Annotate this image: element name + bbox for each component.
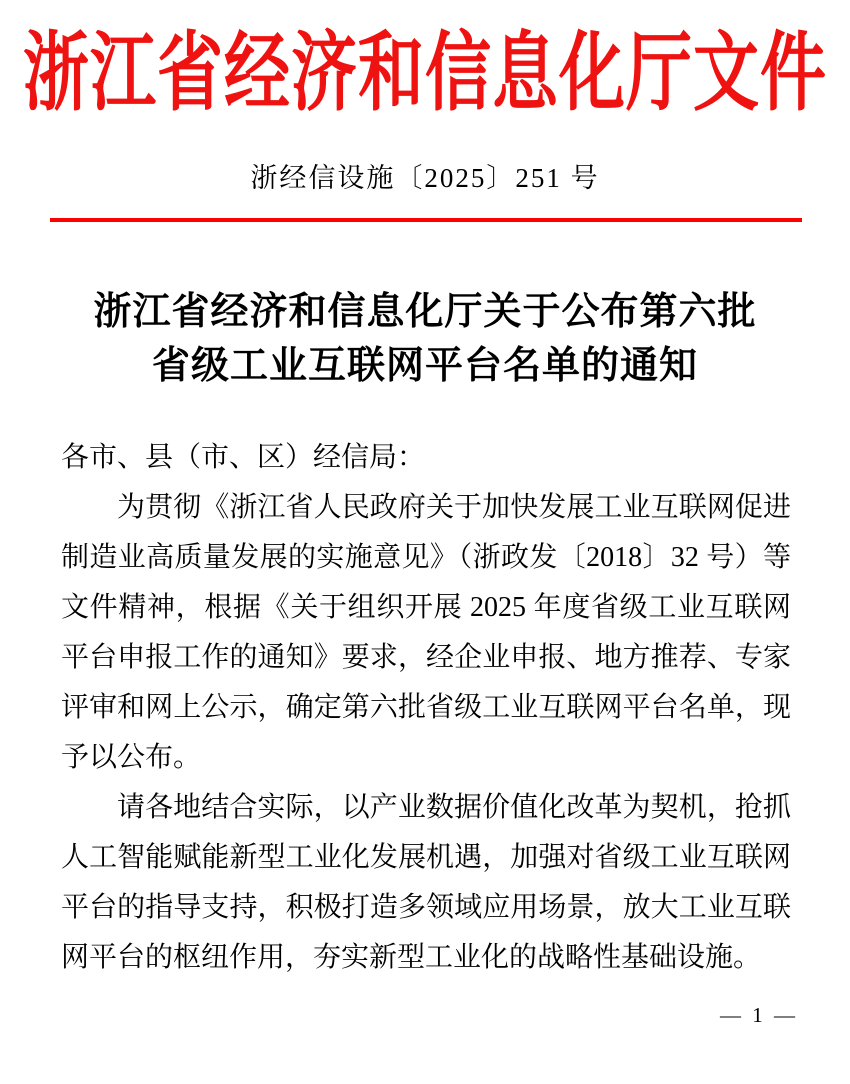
salutation: 各市、县（市、区）经信局： [61, 442, 426, 473]
doc-title-line2: 省级工业互联网平台名单的通知 [151, 345, 698, 387]
document-body [61, 433, 791, 983]
agency-header-title: 浙江省经济和信息化厅文件 [23, 26, 827, 122]
red-divider-line [50, 218, 802, 222]
doc-title-line1: 浙江省经济和信息化厅关于公布第六批 [93, 291, 757, 333]
body-paragraph-1: 为贯彻《浙江省人民政府关于加快发展工业互联网促进制造业高质量发展的实施意见》（浙政发〔2018〕32 号）等文件精神，根据《关于组织开展 2025 年度省级工业互联网平台申报工作的通知》要求，经企业申报、地方推荐、专家评审和网上公示，确定第六批省级工业互联网平台名单，现予以公布。 [61, 492, 791, 773]
body-paragraph-2: 请各地结合实际，以产业数据价值化改革为契机，抢抓人工智能赋能新型工业化发展机遇，加强对省级工业互联网平台的指导支持，积极打造多领域应用场景，放大工业互联网平台的枢纽作用，夯实新型工业化的战略性基础设施。 [61, 792, 791, 973]
page-number: — 1 — [720, 1003, 798, 1027]
doc-title [0, 285, 850, 393]
doc-number: 浙经信设施〔2025〕251 号 [250, 163, 600, 193]
